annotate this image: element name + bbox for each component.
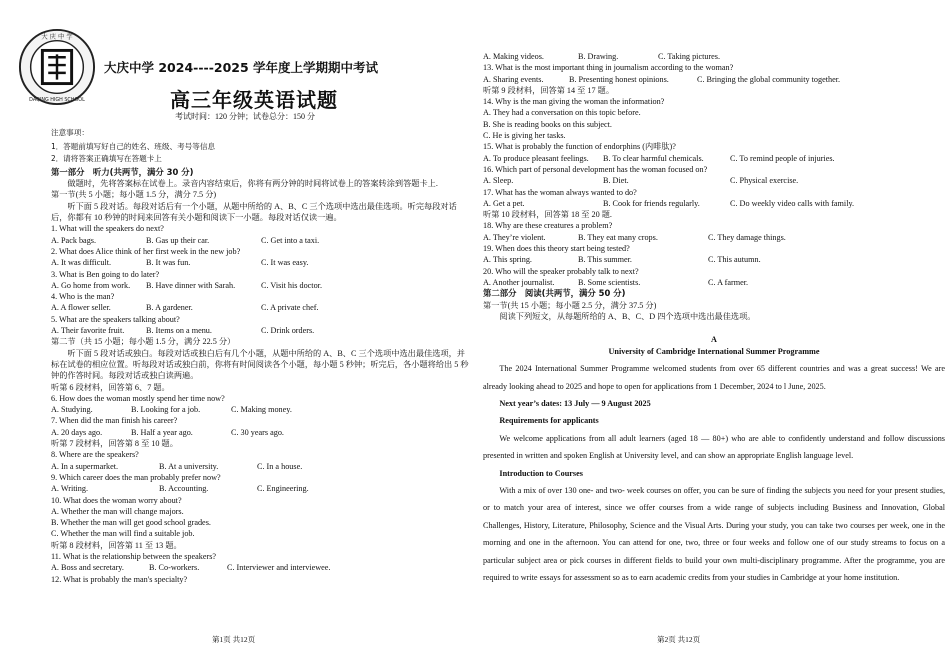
passage-paragraph: With a mix of over 130 one- and two- week courses on offer, you can be sure of finding the subjects you need for your present studies, or to match your area of interest, since we offer courses from a wide range of subjects including Business and Innovation, Global Challenges, History, Literature, Philosophy, Science and the Visual Arts. During your study, you can take two courses per week, one in the morning and one in the afternoon. You can attend for one, two, three or four weeks and follow one of our study streams to focus on a particular subject area or pick courses in different fields to build your own multi-disciplinary programme. After the programme, you are required to write essays for assessment so as to earn academic credits from your studies in Cambridge at your home institution. xyxy=(483,485,945,582)
option: A. Pack bags. xyxy=(51,235,97,245)
page-right xyxy=(475,0,950,671)
option: A. Studying. xyxy=(51,405,93,415)
page-footer: 第2页 共12页 xyxy=(657,635,701,644)
question-text: 19. When does this theory start being tested? xyxy=(483,244,630,254)
question-text: 5. What are the speakers talking about? xyxy=(51,314,180,324)
option: C. In a house. xyxy=(257,461,303,471)
option: B. Whether the man will get good school grades. xyxy=(51,518,211,528)
option: C. Drink orders. xyxy=(261,326,315,336)
option: C. He is giving her tasks. xyxy=(483,131,566,141)
option: B. Some scientists. xyxy=(578,277,641,287)
section2-heading: 第二节（共 15 小题；每小题 1.5 分，满分 22.5 分） xyxy=(51,337,236,347)
question-text: 17. What has the woman always wanted to do? xyxy=(483,187,637,197)
option: A. They had a conversation on this topic before. xyxy=(483,108,641,118)
question-text: 14. Why is the man giving the woman the information? xyxy=(483,97,665,107)
notice-item: 1．答题前填写好自己的姓名、班级、考号等信息 xyxy=(51,142,216,152)
question-options xyxy=(51,235,469,246)
section1-heading: 第一节(共 5 小题；每小题 1.5 分，满分 7.5 分) xyxy=(51,190,217,200)
svg-text:DAQING HIGH SCHOOL: DAQING HIGH SCHOOL xyxy=(29,97,85,104)
part2-heading: 第二部分 阅读(共两节，满分 50 分) xyxy=(483,288,626,299)
question-text: 2. What does Alice think of her first week in the new job? xyxy=(51,246,241,256)
listen-instruction: 听第 9 段材料，回答第 14 至 17 题。 xyxy=(483,85,615,95)
exam-title: 高三年级英语试题 xyxy=(170,88,338,112)
question-options xyxy=(483,254,945,265)
right-column xyxy=(483,51,945,586)
option: B. Drawing. xyxy=(578,52,619,61)
option: A. Sleep. xyxy=(483,176,514,186)
option: A. Sharing events. xyxy=(483,74,544,84)
option: B. A gardener. xyxy=(146,303,193,313)
question-text: 11. What is the relationship between the speakers? xyxy=(51,551,217,561)
question-text: 13. What is the most important thing in journalism according to the woman? xyxy=(483,63,734,73)
option: C. Taking pictures. xyxy=(658,52,721,61)
question-options xyxy=(483,198,945,209)
option: B. Looking for a job. xyxy=(131,405,201,415)
school-exam-heading: 大庆中学 2024----2025 学年度上学期期中考试 xyxy=(104,60,379,75)
question-text: 12. What is probably the man's specialty? xyxy=(51,574,188,584)
part1-heading: 第一部分 听力(共两节，满分 30 分) xyxy=(51,166,194,177)
option: B. At a university. xyxy=(159,461,219,471)
question-options xyxy=(51,461,469,472)
question-text: 7. When did the man finish his career? xyxy=(51,416,178,426)
question-options xyxy=(483,74,945,85)
option: A. This spring. xyxy=(483,255,532,265)
listen-instruction: 听第 8 段材料，回答第 11 至 13 题。 xyxy=(51,540,182,550)
question-text: 3. What is Ben going to do later? xyxy=(51,269,160,279)
option: A. 20 days ago. xyxy=(51,427,103,437)
passage-dates: Next year’s dates: 13 July — 9 August 2025 xyxy=(499,398,651,408)
notice-item: 2．请将答案正确填写在答题卡上 xyxy=(51,153,162,163)
question-options xyxy=(483,175,945,186)
svg-text:大 庆 中 学: 大 庆 中 学 xyxy=(41,33,73,41)
listen-instruction: 听第 6 段材料，回答第 6、7 题。 xyxy=(51,382,170,392)
question-options xyxy=(51,257,469,268)
question-options xyxy=(51,325,469,336)
option: B. Presenting honest opinions. xyxy=(569,74,669,84)
question-text: 18. Why are these creatures a problem? xyxy=(483,221,613,231)
question-options xyxy=(483,232,945,243)
option: A. Boss and secretary. xyxy=(51,563,124,573)
option: A. Another journalist. xyxy=(483,277,555,287)
question-text: 8. Where are the speakers? xyxy=(51,450,139,460)
question-text: 20. Who will the speaker probably talk to next? xyxy=(483,266,639,276)
question-options xyxy=(51,302,469,313)
question-text: 4. Who is the man? xyxy=(51,292,115,302)
option: B. Co-workers. xyxy=(149,563,200,573)
reading-section1-intro: 阅读下列短文，从每题所给的 A、B、C、D 四个选项中选出最佳选项。 xyxy=(499,311,756,321)
option: C. This autumn. xyxy=(708,255,761,265)
option: A. Making videos. xyxy=(483,52,544,61)
passage-subheading: Requirements for applicants xyxy=(499,416,599,426)
left-column xyxy=(51,125,469,585)
option: A. They’re violent. xyxy=(483,232,546,242)
question-options xyxy=(483,277,945,288)
option: A. Writing. xyxy=(51,484,89,494)
option: B. She is reading books on this subject. xyxy=(483,119,612,129)
exam-info: 考试时间：120 分钟；试卷总分：150 分 xyxy=(175,112,315,121)
option: B. To clear harmful chemicals. xyxy=(603,153,704,163)
reading-section1-heading: 第一节(共 15 小题；每小题 2.5 分，满分 37.5 分) xyxy=(483,300,657,310)
question-options xyxy=(483,51,945,62)
option: B. Accounting. xyxy=(159,484,209,494)
option: C. Interviewer and interviewee. xyxy=(227,563,331,573)
question-text: 6. How does the woman mostly spend her time now? xyxy=(51,393,225,403)
option: B. Have dinner with Sarah. xyxy=(146,280,236,290)
option: A. In a supermarket. xyxy=(51,461,119,471)
option: C. Do weekly video calls with family. xyxy=(730,198,855,208)
question-text: 1. What will the speakers do next? xyxy=(51,224,164,234)
option: C. Get into a taxi. xyxy=(261,235,320,245)
section1-intro: 听下面 5 段对话。每段对话后有一个小题，从题中所给的 A、B、C 三个选项中选出最佳选项。听完每段对话后，你都有 10 秒钟的时间来回答有关小题和阅读下一小题。每段对话仅读一遍。 xyxy=(51,201,457,223)
question-text: 15. What is probably the function of endorphins (内啡肽)? xyxy=(483,142,676,152)
page-footer: 第1页 共12页 xyxy=(212,635,256,644)
question-text: 9. Which career does the man probably prefer now? xyxy=(51,472,221,482)
option: C. To remind people of injuries. xyxy=(730,153,835,163)
notice-heading: 注意事项： xyxy=(51,128,89,137)
option: A. Their favorite fruit. xyxy=(51,326,125,336)
option: B. Diet. xyxy=(603,176,629,186)
option: C. 30 years ago. xyxy=(231,427,284,437)
part1-intro: 做题时，先将答案标在试卷上。录音内容结束后，你将有两分钟的时间将试卷上的答案转涂到答题卡上. xyxy=(67,179,438,189)
question-options xyxy=(51,280,469,291)
option: A. Whether the man will change majors. xyxy=(51,506,184,516)
option: C. A private chef. xyxy=(261,303,319,313)
question-text: 10. What does the woman worry about? xyxy=(51,495,182,505)
option: B. Items on a menu. xyxy=(146,326,212,336)
listen-instruction: 听第 7 段材料，回答第 8 至 10 题。 xyxy=(51,439,178,449)
option: C. Physical exercise. xyxy=(730,176,799,186)
listen-instruction: 听第 10 段材料，回答第 18 至 20 题. xyxy=(483,210,612,220)
option: B. Cook for friends regularly. xyxy=(603,198,700,208)
option: A. A flower seller. xyxy=(51,303,111,313)
passage-paragraph: The 2024 International Summer Programme welcomed students from over 65 different countries and was a great success! We are already looking ahead to 2025 and hope to open for applications from 1 December, 2024 to l June, 2025. xyxy=(483,364,945,391)
passage-title: University of Cambridge International Summer Programme xyxy=(608,347,820,357)
option: C. It was easy. xyxy=(261,258,309,268)
option: C. Whether the man will find a suitable job. xyxy=(51,529,195,539)
passage-letter: A xyxy=(711,335,717,345)
passage-paragraph: We welcome applications from all adult learners (aged 18 — 80+) who are able to confidently understand and follow discussions presented in written and spoken English at University level, and can show an appropriate English language level. xyxy=(483,433,945,461)
option: B. It was fun. xyxy=(146,258,191,268)
option: B. This summer. xyxy=(578,255,632,265)
section2-intro: 听下面 5 段对话或独白。每段对话或独白后有几个小题，从题中所给的 A、B、C 三个选项中选出最佳选项，并标在试卷的相应位置。听每段对话或独白前，你将有时间阅读各个小题，每小题 5 秒钟；听完后，各小题将给出 5 秒钟的作答时间。每段对话或独白读两遍。 xyxy=(51,348,469,381)
option: A. Get a pet. xyxy=(483,198,525,208)
question-options xyxy=(51,427,469,438)
option: B. Half a year ago. xyxy=(131,427,193,437)
option: A. Go home from work. xyxy=(51,280,131,290)
option: C. They damage things. xyxy=(708,232,786,242)
school-seal-logo xyxy=(18,28,96,106)
option: C. Bringing the global community together. xyxy=(697,74,841,84)
passage-subheading: Introduction to Courses xyxy=(499,468,583,478)
option: C. Engineering. xyxy=(257,484,309,494)
option: C. Making money. xyxy=(231,405,292,415)
question-options xyxy=(51,483,469,494)
question-options xyxy=(51,562,469,573)
option: A. To produce pleasant feelings. xyxy=(483,153,589,163)
reading-passage-a xyxy=(483,334,945,586)
option: B. Gas up their car. xyxy=(146,235,210,245)
option: A. It was difficult. xyxy=(51,258,112,268)
option: C. A farmer. xyxy=(708,277,749,287)
question-options xyxy=(51,404,469,415)
option: C. Visit his doctor. xyxy=(261,280,322,290)
question-text: 16. Which part of personal development has the woman focused on? xyxy=(483,164,708,174)
question-options xyxy=(483,153,945,164)
option: B. They eat many crops. xyxy=(578,232,658,242)
